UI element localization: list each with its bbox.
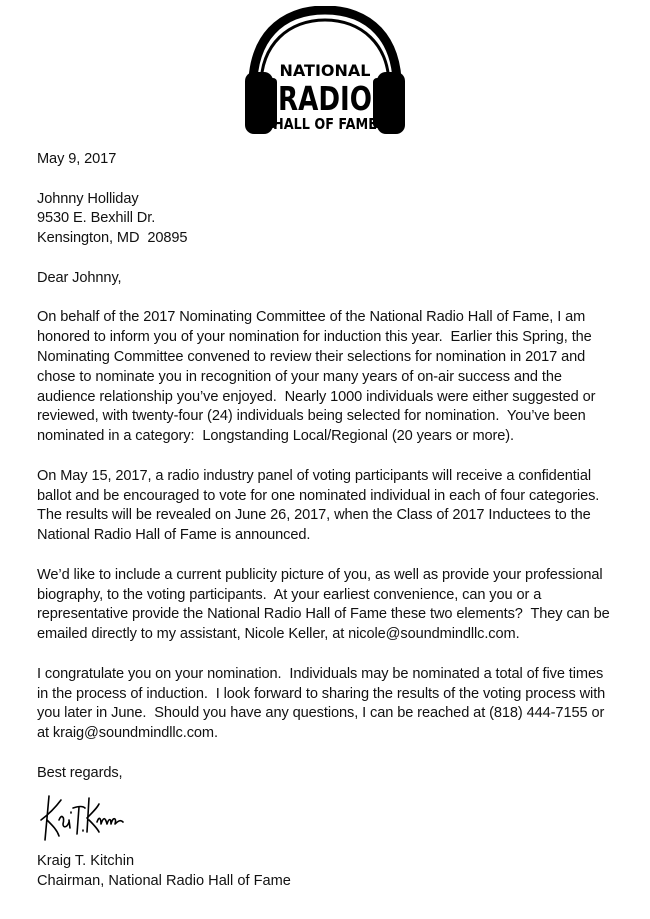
recipient-address — [37, 190, 617, 249]
national-radio-hall-of-fame-logo — [243, 6, 407, 144]
signer-name: Kraig T. Kitchin — [37, 853, 135, 869]
logo-line-national: NATIONAL — [279, 61, 371, 80]
closing: Best regards, — [37, 764, 123, 781]
logo-line-hall-of-fame: HALL OF FAME — [273, 115, 377, 133]
paragraph-voting: On May 15, 2017, a radio industry panel of voting participants will receive a confidential ballot and be encouraged to vote for one nominated individual in each of four categories. The results will be revealed on June 26, 2017, when the Class of 2017 Inductees to the National Radio Hall of Fame is announced. — [37, 467, 607, 544]
logo-line-radio: RADIO — [278, 79, 372, 118]
paragraph-congratulations: I congratulate you on your nomination. Individuals may be nominated a total of five times in the process of induction. I look forward to sharing the results of the voting process with you later in June. Should you have any questions, I can be reached at (818) 444-7155 or at kraig@soundmindllc.com. — [37, 665, 610, 742]
recipient-name: Johnny Holliday — [37, 190, 139, 207]
signer-block — [37, 852, 617, 892]
handwritten-signature — [37, 790, 127, 846]
paragraph-nomination: On behalf of the 2017 Nominating Committee of the National Radio Hall of Fame, I am honored to inform you of your nomination for induction this year. Earlier this Spring, the Nominating Committee convened to review their selections for nomination in 2017 and chose to nominate you in recognition of your many years of on-air success and the audience relationship you’ve enjoyed. Nearly 1000 individuals were either suggested or reviewed, with twenty-four (24) individuals being selected for nomination. You’ve been nominated in a category: Longstanding Local/Regional (20 years or more). — [37, 309, 600, 445]
signer-title: Chairman, National Radio Hall of Fame — [37, 872, 291, 889]
letter-body — [37, 150, 617, 784]
greeting: Dear Johnny, — [37, 269, 122, 286]
recipient-city: Kensington, MD 20895 — [37, 230, 188, 247]
recipient-street: 9530 E. Bexhill Dr. — [37, 210, 156, 227]
paragraph-publicity: We’d like to include a current publicity picture of you, as well as provide your professional biography, to the voting participants. At your earliest convenience, can you or a representative provide the National Radio Hall of Fame these two elements? They can be emailed directly to my assistant, Nicole Keller, at nicole@soundmindllc.com. — [37, 566, 614, 643]
letter-date: May 9, 2017 — [37, 151, 117, 167]
